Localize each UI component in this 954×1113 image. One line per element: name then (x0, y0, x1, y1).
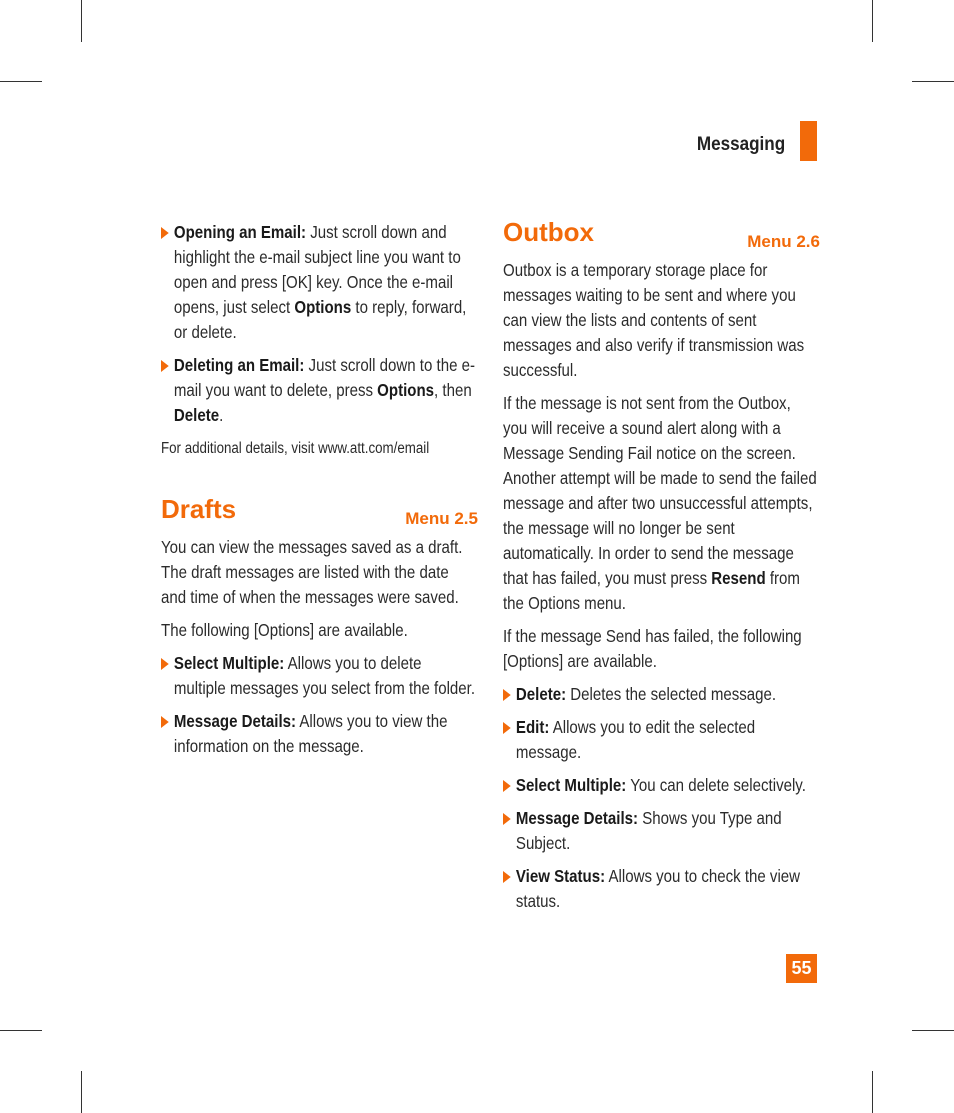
bullet-delete: Delete: Deletes the selected message. (503, 682, 818, 707)
outbox-paragraph: Outbox is a temporary storage place for messages waiting to be sent and where you can view the lists and contents of sent messages and also verify if transmission was successful. (503, 260, 805, 380)
left-column (161, 220, 477, 767)
bullet-label: Deleting an Email: (173, 355, 305, 375)
page-number: 55 (786, 954, 817, 983)
bullet-view-status: View Status: Allows you to check the view status. (503, 864, 818, 914)
crop-mark (81, 1071, 82, 1113)
crop-mark (872, 0, 873, 42)
crop-mark (912, 1030, 954, 1031)
crop-mark (0, 81, 42, 82)
drafts-heading (161, 494, 478, 531)
outbox-title: Outbox (503, 217, 594, 247)
crop-mark (81, 0, 82, 42)
bullet-arrow-icon (503, 871, 511, 883)
outbox-options-intro: If the message Send has failed, the following [Options] are available. (503, 626, 802, 671)
bullet-arrow-icon (503, 689, 511, 701)
bullet-select-multiple: Select Multiple: Allows you to delete multiple messages you select from the folder. (161, 651, 476, 701)
drafts-menu-ref: Menu 2.5 (405, 509, 478, 528)
outbox-menu-ref: Menu 2.6 (747, 232, 820, 251)
crop-mark (912, 81, 954, 82)
bullet-message-details: Message Details: Shows you Type and Subject. (503, 806, 818, 856)
outbox-fail-paragraph: If the message is not sent from the Outbox, you will receive a sound alert along with a Message Sending Fail notice on the screen. Another attempt will be made to send the failed message and after two unsuccessful attempts, the message will no longer be sent automatically. In order to send the message that has failed, you must press Resend from the Options menu. (503, 393, 817, 613)
bullet-message-details: Message Details: Allows you to view the information on the message. (161, 709, 476, 759)
bullet-arrow-icon (503, 722, 511, 734)
bullet-select-multiple: Select Multiple: You can delete selectively. (503, 773, 818, 798)
drafts-options-intro: The following [Options] are available. (161, 620, 408, 640)
bullet-deleting-email: Deleting an Email: Just scroll down to the e-mail you want to delete, press Options, then Delete. (161, 353, 476, 428)
section-header-title: Messaging (696, 134, 785, 155)
bullet-arrow-icon (503, 780, 511, 792)
bullet-arrow-icon (161, 658, 169, 670)
bullet-label: Opening an Email: (173, 222, 307, 242)
drafts-title: Drafts (161, 494, 237, 524)
bullet-arrow-icon (161, 716, 169, 728)
crop-mark (0, 1030, 42, 1031)
bullet-arrow-icon (161, 360, 169, 372)
crop-mark (872, 1071, 873, 1113)
bullet-arrow-icon (161, 227, 169, 239)
bullet-edit: Edit: Allows you to edit the selected message. (503, 715, 818, 765)
bullet-arrow-icon (503, 813, 511, 825)
drafts-paragraph: You can view the messages saved as a draft. The draft messages are listed with the date and time of when the messages were saved. (161, 537, 463, 607)
right-column (503, 217, 820, 922)
email-details-note: For additional details, visit www.att.com/email (161, 440, 430, 457)
outbox-heading (503, 217, 820, 254)
section-header-accent-bar (800, 121, 817, 161)
bullet-opening-email: Opening an Email: Just scroll down and highlight the e-mail subject line you want to open and press [OK] key. Once the e-mail opens, just select Options to reply, forward, or delete. (161, 220, 476, 345)
